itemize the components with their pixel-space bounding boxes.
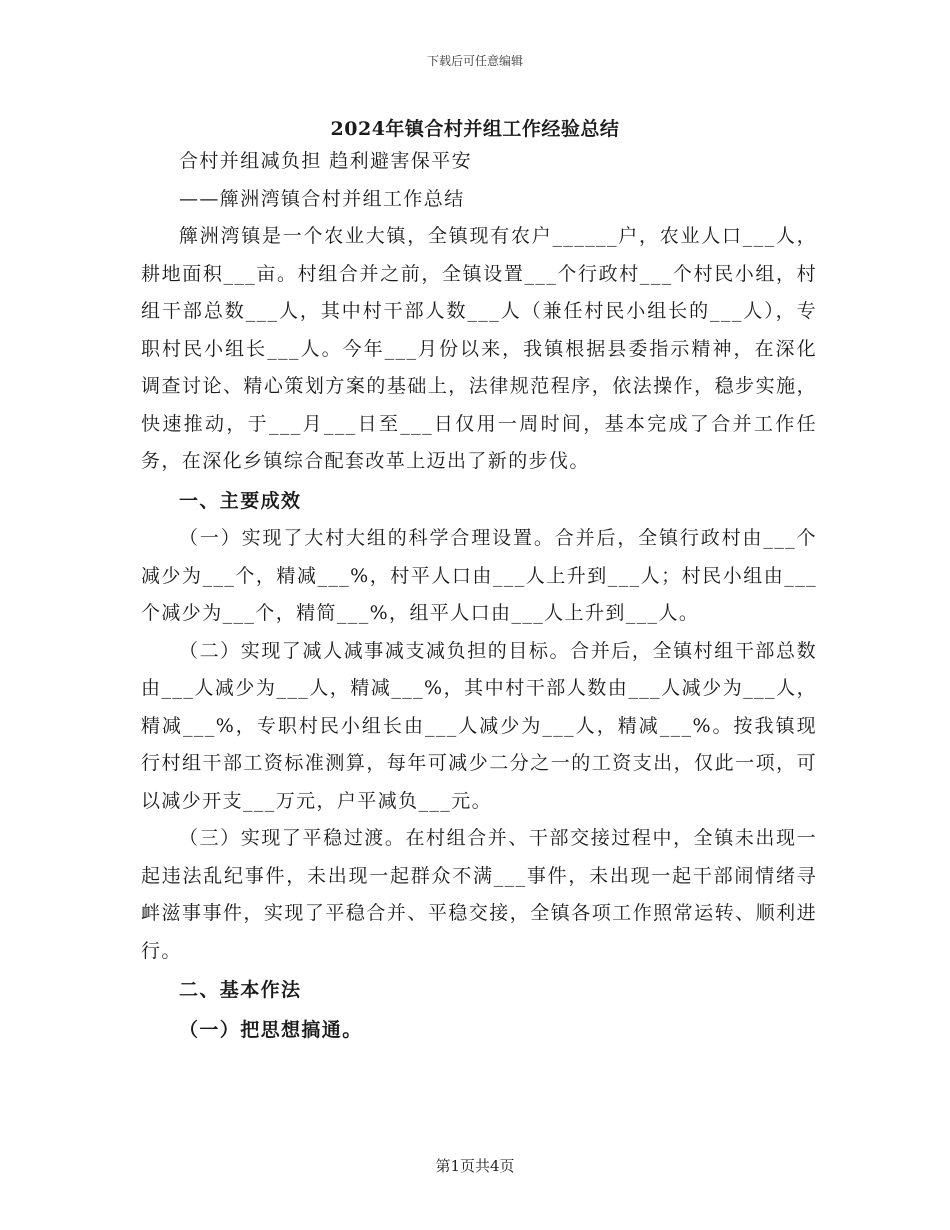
header-note: 下载后可任意编辑	[426, 54, 523, 68]
intro-paragraph: 簰洲湾镇是一个农业大镇，全镇现有农户______户，农业人口___人，耕地面积___亩。村组合并之前，全镇设置___个行政村___个村民小组，村组干部总数___人，其中村干部人数___人（兼任村民小组长的___人），专职村民小组长___人。今年___月份以来，我镇根据县委指示精神，在深化调查讨论、精心策划方案的基础上，法律规范程序，依法操作，稳步实施，快速推动，于___月___日至___日仅用一周时间，基本完成了合并工作任务，在深化乡镇综合配套改革上迈出了新的步伐。	[141, 225, 817, 472]
page-number: 第1页共4页	[435, 1157, 515, 1175]
section-1-paragraph-3: （三）实现了平稳过渡。在村组合并、干部交接过程中，全镇未出现一起违法乱纪事件，未出现一起群众不满___事件，未出现一起干部闹情绪寻衅滋事事件，实现了平稳合并、平稳交接，全镇各项工作照常运转、顺利进行。	[141, 827, 817, 962]
subtitle-line-2: ——簰洲湾镇合村并组工作总结	[179, 187, 465, 210]
section-1-paragraph-1: （一）实现了大村大组的科学合理设置。合并后，全镇行政村由___个减少为___个，精减___%，村平人口由___人上升到___人；村民小组由___个减少为___个，精简___%，组平人口由___人上升到___人。	[141, 527, 817, 624]
subtitle-line-1: 合村并组减负担 趋利避害保平安	[179, 150, 473, 172]
section-1-paragraph-2: （二）实现了减人减事减支减负担的目标。合并后，全镇村组干部总数由___人减少为___人，精减___%，其中村干部人数由___人减少为___人，精减___%，专职村民小组长由___人减少为___人，精减___%。按我镇现行村组干部工资标准测算，每年可减少二分之一的工资支出，仅此一项，可以减少开支___万元，户平减负___元。	[141, 639, 817, 812]
section-2-heading: 二、基本作法	[179, 979, 302, 1001]
section-2-subheading-1: （一）把思想搞通。	[179, 1018, 363, 1041]
document-title: 2024年镇合村并组工作经验总结	[330, 118, 620, 140]
document-body	[141, 143, 817, 1049]
section-1-heading: 一、主要成效	[179, 489, 302, 512]
